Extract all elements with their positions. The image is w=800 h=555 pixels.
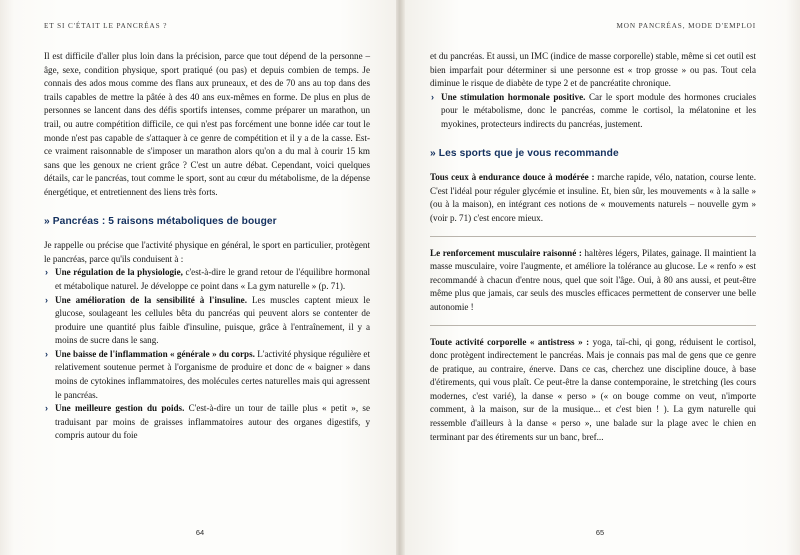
list-item-text: L'activité physique régulière et relativement soutenue permet à l'organisme de produire et donc de « baigner » dans moins de cytokines inflammatoires, des molécules certes naturelles mais qui agressent le pancréas. bbox=[55, 348, 370, 400]
right-page-body bbox=[430, 50, 756, 444]
page-number-right: 65 bbox=[595, 528, 605, 537]
bullet-list-right bbox=[430, 91, 756, 132]
recommendation-text: haltères légers, Pilates, gainage. Il maintient la masse musculaire, voire l'augmente, et améliore la tolérance au glucose. Le « renfo » est recommandé à chacun d'entre nous, quel que soit l'âge. Oui, à 80 ans aussi, et peut-être même plus que jamais, car seuls des muscles efficaces permettent de conserver une belle autonomie ! bbox=[430, 247, 756, 312]
recommendation-lead: Tous ceux à endurance douce à modérée : bbox=[430, 172, 595, 183]
list-item-lead: Une baisse de l'inflammation « générale » du corps. bbox=[55, 348, 255, 359]
recommendation-block bbox=[430, 171, 756, 225]
recommendation-text: marche rapide, vélo, natation, course lente. C'est l'idéal pour réguler glycémie et insuline. Et, bien sûr, les mouvements « à la salle » (ou à la maison), en intégrant ces notions de « mouvements naturels – nouvelle gym » (voir p. 71) c'est encore mieux. bbox=[430, 172, 756, 223]
list-item-text: c'est-à-dire le grand retour de l'équilibre hormonal et métabolique naturel. Je développe ce point dans « La gym naturelle » (p. 71). bbox=[55, 267, 370, 291]
chevron-icon: » bbox=[44, 215, 50, 227]
chevron-icon: » bbox=[430, 147, 436, 159]
list-item bbox=[44, 294, 370, 348]
list-item bbox=[44, 348, 370, 402]
section-heading-label: Les sports que je vous recommande bbox=[438, 147, 619, 159]
list-item-text: C'est-à-dire un tour de taille plus « petit », se traduisant par moins de graisses inflammatoires autour des organes digestifs, y compris autour du foie bbox=[55, 403, 370, 441]
recommendation-block bbox=[430, 336, 756, 445]
book-gutter bbox=[396, 0, 405, 555]
recommendation-lead: Le renforcement musculaire raisonné : bbox=[430, 247, 582, 258]
paragraph-intro: Je rappelle ou précise que l'activité physique en général, le sport en particulier, protègent le pancréas, parce qu'ils conduisent à : bbox=[44, 240, 370, 264]
recommendation-block bbox=[430, 247, 756, 315]
list-item-lead: Une amélioration de la sensibilité à l'insuline. bbox=[55, 294, 247, 305]
right-page bbox=[400, 0, 800, 555]
list-item bbox=[44, 402, 370, 443]
bullet-list-left bbox=[44, 266, 370, 443]
recommendation-text: yoga, taï-chi, qi gong, réduisent le cortisol, donc protègent indirectement le pancréas. Mais je connais pas mal de gens que ce genre de pratique, au contraire, énerve. Dans ce cas, cherchez une discipline douce, à base d'étirements, qui vous plaît. Ce peut-être la danse contemporaine, le stretching (les cours modernes, c'est varié), la danse « perso » (« on bouge comme on veut, n'importe comment, à la maison, sur de la musique... et c'est bien ! ). La gym naturelle qui ressemble d'ailleurs à la danse « perso », une balade sur la plage avec le chien en terminant par des étirements sur un banc, bref... bbox=[430, 336, 756, 442]
page-number-left: 64 bbox=[195, 528, 205, 537]
section-heading-left bbox=[44, 215, 370, 229]
left-page-body bbox=[44, 50, 370, 443]
paragraph-continuation: et du pancréas. Et aussi, un IMC (indice de masse corporelle) stable, même si cet outil est bien imparfait pour déterminer si une personne est « trop grosse » ou pas. Tout cela diminue le risque de diabète de type 2 et de pancréatite chronique. bbox=[430, 51, 757, 89]
divider bbox=[430, 236, 756, 237]
list-item bbox=[44, 266, 370, 293]
recommendation-lead: Toute activité corporelle « antistress » : bbox=[430, 336, 590, 347]
section-heading-label: Pancréas : 5 raisons métaboliques de bouger bbox=[52, 215, 277, 227]
section-heading-right bbox=[430, 147, 756, 161]
list-item bbox=[430, 91, 756, 132]
paragraph: Il est difficile d'aller plus loin dans la précision, parce que tout dépend de la personne – âge, sexe, condition physique, sport pratiqué (ou pas) et depuis combien de temps. Je connais des ados mous comme des flans aux pruneaux, et des de 70 ans au top dans des trails capables de mettre la pâtée à des 40 ans eux-mêmes en forme. De plus en plus de personnes se lancent dans des défis sportifs intenses, comme préparer un marathon, un trail, ou autre compétition difficile, ce qui n'est pas forcément une bonne idée car tout le monde n'est pas capable de s'attaquer à ce genre de compétition et il y a de la casse. Est-ce vraiment raisonnable de s'imposer un marathon alors qu'on a du mal à courir 15 km sans que les genoux ne crient grâce ? C'est un autre débat. Cependant, voici quelques détails, car le pancréas, tout comme le sport, sont au cœur du métabolisme, de la dépense énergétique, et entretiennent des liens très forts. bbox=[44, 51, 370, 197]
list-item-text: Les muscles captent mieux le glucose, soulageant les cellules bêta du pancréas qui peuvent alors se contenter de produire une quantité plus faible d'insuline, puisque, grâce à l'entraînement, il y a moins de sucre dans le sang. bbox=[55, 294, 370, 346]
running-head-right: MON PANCRÉAS, MODE D'EMPLOI bbox=[616, 22, 756, 30]
divider bbox=[430, 325, 756, 326]
list-item-lead: Une meilleure gestion du poids. bbox=[55, 403, 185, 414]
list-item-text: Car le sport module des hormones cruciales pour le métabolisme, donc le pancréas, comme le cortisol, la mélatonine et les myokines, protecteurs indirects du pancréas, justement. bbox=[441, 91, 756, 129]
list-item-lead: Une stimulation hormonale positive. bbox=[441, 91, 586, 102]
running-head-left: ET SI C'ÉTAIT LE PANCRÉAS ? bbox=[44, 22, 168, 30]
list-item-lead: Une régulation de la physiologie, bbox=[55, 267, 183, 278]
